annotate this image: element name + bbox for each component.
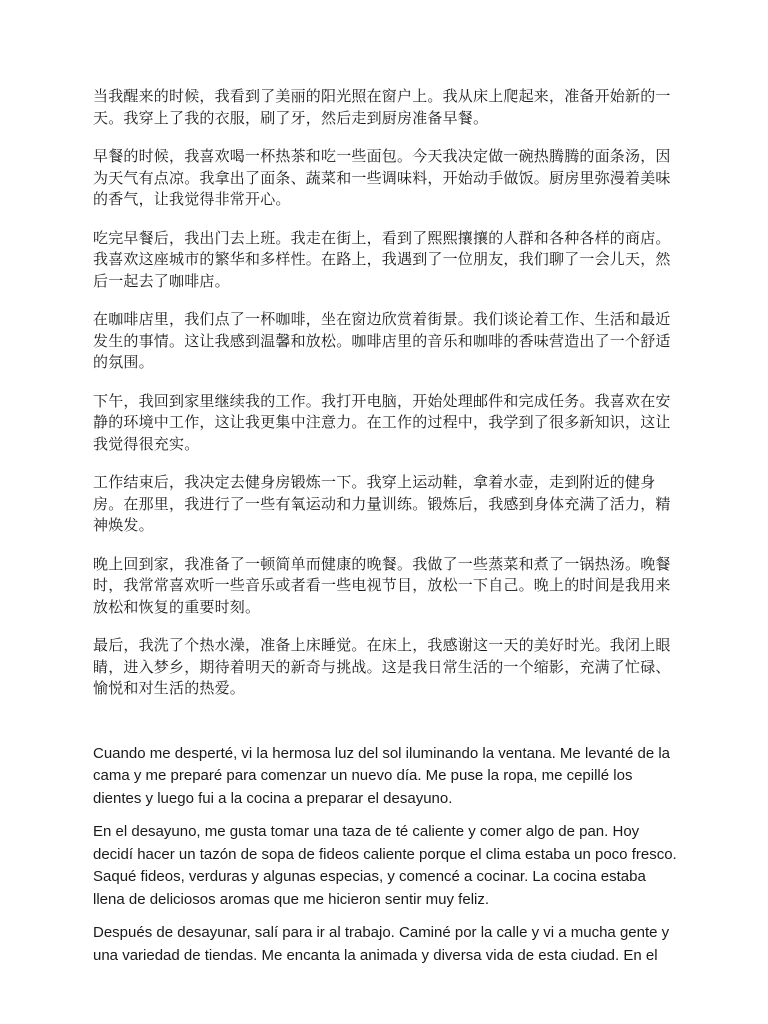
paragraph: 晚上回到家，我准备了一顿简单而健康的晚餐。我做了一些蒸菜和煮了一锅热汤。晚餐时，我常常喜欢听一些音乐或者看一些电视节目，放松一下自己。晚上的时间是我用来放松和恢复的重要时刻。 [93, 554, 671, 616]
document-page [93, 86, 677, 978]
paragraph: 最后，我洗了个热水澡，准备上床睡觉。在床上，我感谢这一天的美好时光。我闭上眼睛，进入梦乡，期待着明天的新奇与挑战。这是我日常生活的一个缩影，充满了忙碌、愉悦和对生活的热爱。 [93, 636, 671, 697]
paragraph: 早餐的时候，我喜欢喝一杯热茶和吃一些面包。今天我决定做一碗热腾腾的面条汤，因为天气有点凉。我拿出了面条、蔬菜和一些调味料，开始动手做饭。厨房里弥漫着美味的香气，让我觉得非常开心。 [93, 147, 671, 208]
paragraph: Cuando me desperté, vi la hermosa luz del sol iluminando la ventana. Me levanté de la cama y me preparé para comenzar un nuevo día. Me puse la ropa, me cepillé los dientes y luego fui a la cocina a preparar el desayuno. [93, 744, 671, 807]
paragraph: 工作结束后，我决定去健身房锻炼一下。我穿上运动鞋，拿着水壶，走到附近的健身房。在那里，我进行了一些有氧运动和力量训练。锻炼后，我感到身体充满了活力，精神焕发。 [93, 473, 671, 534]
spanish-text-section [93, 743, 677, 968]
paragraph: 下午，我回到家里继续我的工作。我打开电脑，开始处理邮件和完成任务。我喜欢在安静的环境中工作，这让我更集中注意力。在工作的过程中，我学到了很多新知识，这让我觉得很充实。 [93, 391, 671, 453]
paragraph: 当我醒来的时候，我看到了美丽的阳光照在窗户上。我从床上爬起来，准备开始新的一天。我穿上了我的衣服，刷了牙，然后走到厨房准备早餐。 [93, 87, 671, 127]
paragraph: 吃完早餐后，我出门去上班。我走在街上，看到了熙熙攘攘的人群和各种各样的商店。我喜欢这座城市的繁华和多样性。在路上，我遇到了一位朋友，我们聊了一会儿天，然后一起去了咖啡店。 [93, 228, 671, 290]
paragraph: 在咖啡店里，我们点了一杯咖啡，坐在窗边欣赏着街景。我们谈论着工作、生活和最近发生的事情。这让我感到温馨和放松。咖啡店里的音乐和咖啡的香味营造出了一个舒适的氛围。 [93, 310, 671, 371]
paragraph: En el desayuno, me gusta tomar una taza de té caliente y comer algo de pan. Hoy decidí hacer un tazón de sopa de fideos caliente porque el clima estaba un poco fresco. Saqué fideos, verduras y algunas especias, y comencé a cocinar. La cocina estaba llena de deliciosos aromas que me hicieron sentir muy feliz. [93, 823, 677, 908]
paragraph: Después de desayunar, salí para ir al trabajo. Caminé por la calle y vi a mucha gente y una variedad de tiendas. Me encanta la animada y diversa vida de esta ciudad. En el [93, 924, 670, 964]
section-gap [93, 717, 677, 743]
chinese-text-section [93, 86, 677, 700]
